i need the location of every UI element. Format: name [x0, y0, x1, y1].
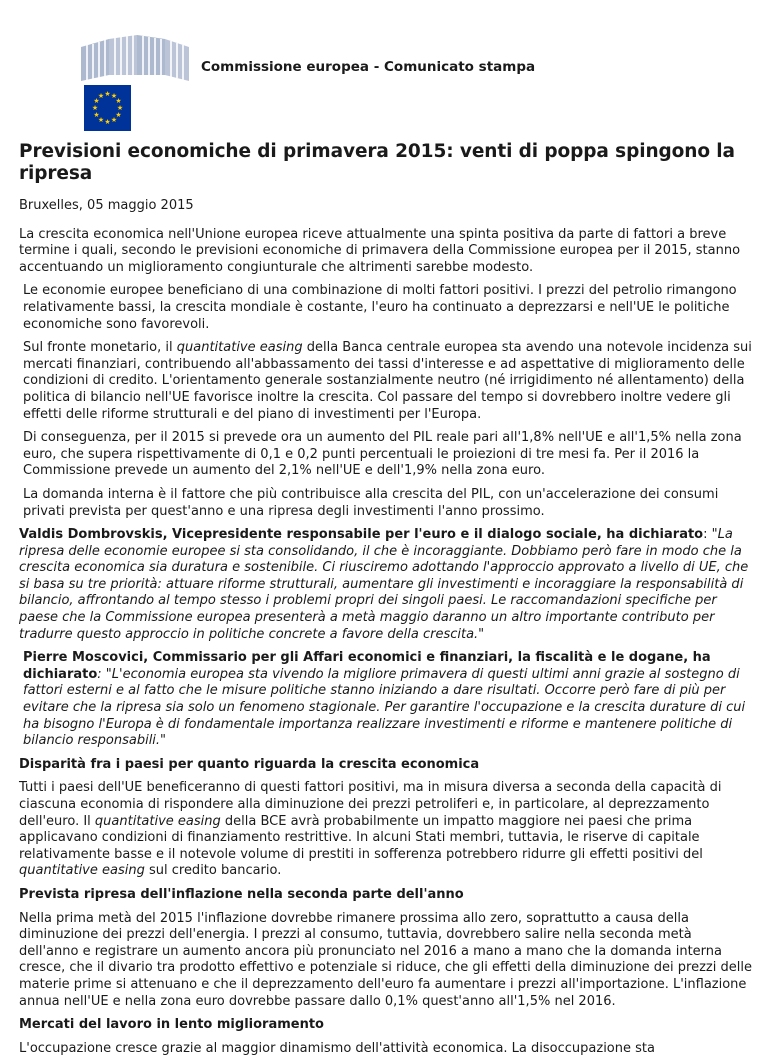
- paragraph-factors: Le economie europee beneficiano di una combinazione di molti fattori positivi. I prezzi del petrolio rimangono relativamente bassi, la crescita mondiale è costante, l'euro ha continuato a deprezzarsi e nell'UE le politiche economiche sono favorevoli.: [23, 283, 737, 332]
- svg-text:★: ★: [104, 118, 111, 126]
- section-heading-inflation: Prevista ripresa dell'inflazione nella seconda parte dell'anno: [19, 886, 464, 902]
- svg-text:★: ★: [93, 97, 100, 105]
- european-commission-logo-icon: [79, 35, 191, 133]
- article: [19, 141, 755, 1064]
- svg-text:★: ★: [115, 97, 122, 105]
- svg-text:★: ★: [91, 104, 99, 112]
- paragraph-gdp-forecast: Di conseguenza, per il 2015 si prevede ora un aumento del PIL reale pari all'1,8% nell'UE e all'1,5% nella zona euro, che supera rispettivamente di 0,1 e 0,2 punti percentuali le proiezioni di tre mesi fa. Per il 2016 la Commissione prevede un aumento del 2,1% nell'UE e dell'1,9% nella zona euro.: [23, 430, 742, 479]
- svg-text:★: ★: [110, 116, 118, 124]
- article-title: Previsioni economiche di primavera 2015: venti di poppa spingono la ripresa: [19, 141, 735, 184]
- section-heading-labour: Mercati del lavoro in lento miglioramento: [19, 1017, 324, 1033]
- svg-text:★: ★: [116, 104, 124, 112]
- paragraph-domestic-demand: La domanda interna è il fattore che più contribuisce alla crescita del PIL, con un'accelerazione dei consumi privati prevista per quest'anno e una ripresa degli investimenti l'anno prossimo.: [23, 486, 719, 519]
- svg-text:★: ★: [97, 116, 105, 124]
- quote-speaker: Valdis Dombrovskis, Vicepresidente responsabile per l'euro e il dialogo sociale, ha dichiarato: [19, 527, 704, 543]
- quote-text: "La ripresa delle economie europee si sta consolidando, il che è incoraggiante. Dobbiamo però fare in modo che la crescita economica sia duratura e sostenibile. Ci riusciremo adottando l'approccio approvato a livello di UE, che si basa su tre priorità: attuare riforme strutturali, aumentare gli investimenti e incoraggiare la responsabilità di bilancio, affrontando al tempo stesso i problemi propri dei singoli paesi. Le raccomandazioni specifiche per paese che la Commissione europea presenterà a metà maggio daranno un altro importante contributo per tradurre questo approccio in politiche concrete a favore della crescita.": [19, 527, 749, 642]
- svg-text:★: ★: [104, 90, 111, 98]
- paragraph-disparity: Tutti i paesi dell'UE beneficeranno di questi fattori positivi, ma in misura diversa a seconda della capacità di ciascuna economia di rispondere alla diminuzione dei prezzi petroliferi e, in particolare, al deprezzamento dell'euro. Il quantitative easing della BCE avrà probabilmente un impatto maggiore nei paesi che prima applicavano condizioni di finanziamento restrittive. In alcuni Stati membri, tuttavia, le riserve di capitale relativamente basse e il notevole volume di prestiti in sofferenza potrebbero ridurre gli effetti positivi del quantitative easing sul credito bancario.: [19, 780, 722, 879]
- paragraph-inflation: Nella prima metà del 2015 l'inflazione dovrebbe rimanere prossima allo zero, soprattutto a causa della diminuzione dei prezzi dell'energia. I prezzi al consumo, tuttavia, dovrebbero salire nella seconda metà dell'anno e registrare un aumento ancora più pronunciato nel 2016 a mano a mano che la domanda interna cresce, che il divario tra prodotto effettivo e potenziale si riduce, che gli effetti della diminuzione dei prezzi delle materie prime si attenuano e che il deprezzamento dell'euro fa aumentare i prezzi all'importazione. L'inflazione annua nell'UE e nella zona euro dovrebbe passare dallo 0,1% quest'anno all'1,5% nel 2016.: [19, 910, 752, 1009]
- svg-text:★: ★: [93, 111, 100, 119]
- quote-text: "L'economia europea sta vivendo la migliore primavera di questi ultimi anni grazie al sostegno di fattori esterni e al fatto che le misure politiche stanno iniziando a dare risultati. Occorre però fare di più per evitare che la ripresa sia solo un fenomeno stagionale. Per garantire l'occupazione e la crescita durature di cui ha bisogno l'Europa è di fondamentale importanza realizzare investimenti e riforme e mantenere politiche di bilancio responsabili.": [23, 666, 746, 749]
- quote-dombrovskis: Valdis Dombrovskis, Vicepresidente responsabile per l'euro e il dialogo sociale, ha dichiarato: "La ripresa delle economie europee si sta consolidando, il che è incoraggiante. Dobbiamo però fare in modo che la crescita economica sia duratura e sostenibile. Ci riusciremo adottando l'approccio approvato a livello di UE, che si basa su tre priorità: attuare riforme strutturali, aumentare gli investimenti e incoraggiare la responsabilità di bilancio, affrontando al tempo stesso i problemi propri dei singoli paesi. Le raccomandazioni specifiche per paese che la Commissione europea presenterà a metà maggio daranno un altro importante contributo per tradurre questo approccio in politiche concrete a favore della crescita.": [19, 527, 749, 642]
- ec-logo: [79, 35, 191, 133]
- quote-moscovici: Pierre Moscovici, Commissario per gli Affari economici e finanziari, la fiscalità e le dogane, ha dichiarato: "L'economia europea sta vivendo la migliore primavera di questi ultimi anni grazie al sostegno di fattori esterni e al fatto che le misure politiche stanno iniziando a dare risultati. Occorre però fare di più per evitare che la ripresa sia solo un fenomeno stagionale. Per garantire l'occupazione e la crescita durature di cui ha bisogno l'Europa è di fondamentale importanza realizzare investimenti e riforme e mantenere politiche di bilancio responsabili.": [23, 650, 746, 749]
- paragraph-monetary: Sul fronte monetario, il quantitative easing della Banca centrale europea sta avendo una notevole incidenza sui mercati finanziari, contribuendo all'abbassamento dei tassi d'interesse e ad aspettative di miglioramento delle condizioni di credito. L'orientamento generale sostanzialmente neutro (né irrigidimento né allentamento) della politica di bilancio nell'UE favorisce inoltre la crescita. Col passare del tempo si dovrebbero inoltre vedere gli effetti delle riforme strutturali e del piano di investimenti per l'Europa.: [23, 340, 752, 422]
- dateline: Bruxelles, 05 maggio 2015: [19, 198, 194, 213]
- paragraph-labour: L'occupazione cresce grazie al maggior dinamismo dell'attività economica. La disoccupazione sta: [19, 1040, 655, 1056]
- svg-text:★: ★: [115, 111, 122, 119]
- quote-speaker: Pierre Moscovici, Commissario per gli Affari economici e finanziari, la fiscalità e le dogane, ha dichiarato: [23, 650, 711, 682]
- press-release-label: Commissione europea - Comunicato stampa: [201, 59, 536, 75]
- section-heading-disparity: Disparità fra i paesi per quanto riguarda la crescita economica: [19, 756, 480, 772]
- svg-text:★: ★: [110, 92, 118, 100]
- paragraph-intro: La crescita economica nell'Unione europea riceve attualmente una spinta positiva da parte di fattori a breve termine i quali, secondo le previsioni economiche di primavera della Commissione europea per il 2015, stanno accentuando un miglioramento congiunturale che altrimenti sarebbe modesto.: [19, 226, 741, 275]
- svg-text:★: ★: [97, 92, 105, 100]
